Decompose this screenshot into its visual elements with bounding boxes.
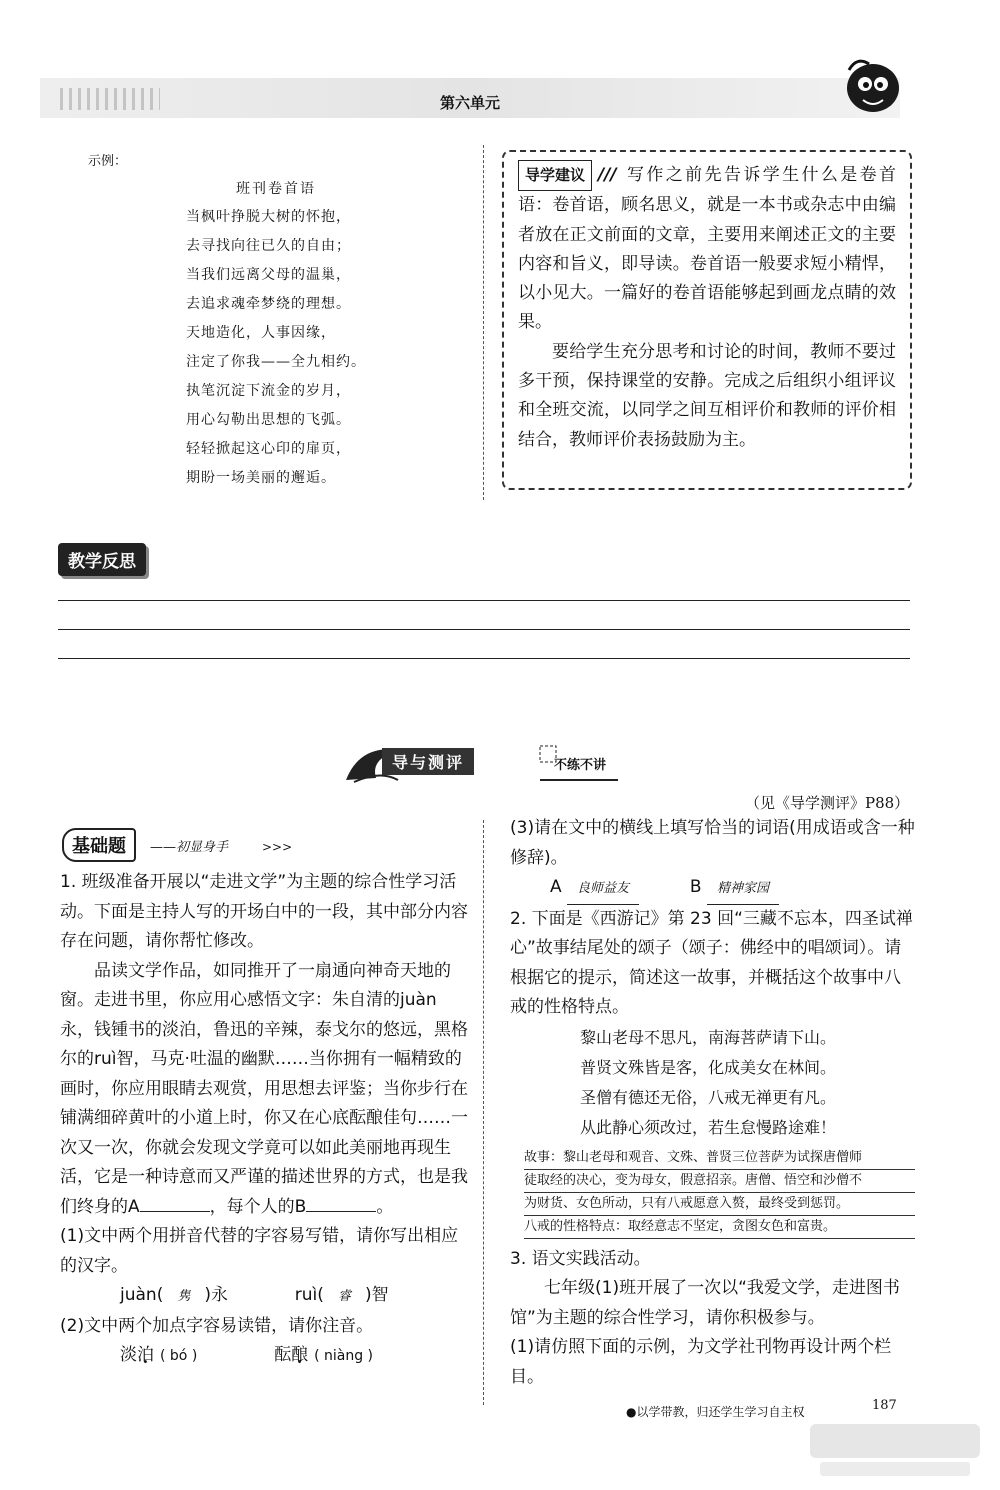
answer-line: 徒取经的决心，变为母女，假意招亲。唐僧、悟空和沙僧不 — [524, 1170, 915, 1193]
q1-answer2: 淡泊 ( bó ) 酝酿 ( niàng ) — [120, 1345, 374, 1365]
writing-line — [58, 658, 910, 659]
q3-intro: 3. 语文实践活动。 — [510, 1248, 651, 1269]
poem-line: 去寻找向往已久的自由； — [186, 238, 351, 254]
q3-sub1: (1)请仿照下面的示例，为文学社刊物再设计两个栏目。 — [510, 1337, 892, 1387]
writing-line — [58, 629, 910, 630]
advice-p1: 写作之前先告诉学生什么是卷首语：卷首语，顾名思义，就是一本书或杂志中由编者放在正文前面的文章，主要用来阐述正文的主要内容和旨义，即导读。卷首语一般要求短小精悍，以小见大。一篇好的卷首语能够起到画龙点睛的效果。 — [518, 165, 896, 333]
section-subtitle: ——初显身手 — [150, 840, 229, 855]
poem-line: 当枫叶挣脱大树的怀抱， — [186, 209, 351, 225]
advice-content — [518, 160, 896, 455]
poem-line: 当我们远离父母的温巢， — [186, 267, 351, 283]
q2-answer — [524, 1147, 915, 1239]
page-number: 187 — [872, 1398, 897, 1413]
answer-b: 精神家园 — [707, 874, 779, 905]
verse-line: 从此静心须改过，若生怠慢路途难！ — [580, 1117, 837, 1137]
answer-line: 故事：黎山老母和观音、文殊、普贤三位菩萨为试探唐僧师 — [524, 1147, 915, 1170]
writing-line — [58, 600, 910, 601]
advice-tag: 导学建议 — [518, 160, 592, 191]
poem-line: 用心勾勒出思想的飞弧。 — [186, 412, 351, 428]
poem-line: 执笔沉淀下流金的岁月， — [186, 383, 351, 399]
q1-sub3-answers: A 良师益友 B 精神家园 — [510, 873, 915, 905]
advice-p2: 要给学生充分思考和讨论的时间，教师不要过多干预，保持课堂的安静。完成之后组织小组评议和全班交流，以同学之间互相评价和教师的评价相结合，教师评价表扬鼓励为主。 — [518, 341, 896, 450]
arrow-icon: >>> — [262, 840, 293, 854]
advice-slashes: /// — [598, 165, 617, 185]
unit-title: 第六单元 — [440, 94, 501, 112]
poem-line: 轻轻掀起这心印的扉页， — [186, 441, 351, 457]
q1-intro: 1. 班级准备开展以“走进文学”为主题的综合性学习活动。下面是主持人写的开场白中的一段，其中部分内容存在问题，请你帮忙修改。 — [60, 872, 468, 951]
footer-motto: ●以学带教，归还学生学习自主权 — [626, 1405, 805, 1419]
answer-a: 良师益友 — [567, 874, 639, 905]
example-poem — [186, 203, 366, 493]
answer-line: 八戒的性格特点：取经意志不坚定，贪图女色和富贵。 — [524, 1216, 915, 1239]
right-column — [510, 814, 915, 1392]
q2-poem — [510, 1023, 915, 1143]
reflection-title: 教学反思 — [58, 543, 146, 576]
verse-line: 普贤文殊皆是客，化成美女在林间。 — [580, 1057, 837, 1077]
q1-sub3: (3)请在文中的横线上填写恰当的词语(用成语或含一种修辞)。 — [510, 818, 915, 868]
mascot-icon — [835, 50, 907, 122]
poem-line: 注定了你我——全九相约。 — [186, 354, 366, 370]
watermark-logo-icon — [800, 1420, 985, 1480]
poem-line: 天地造化，人事因缘， — [186, 325, 336, 341]
reference-note: （见《导学测评》P88） — [745, 794, 910, 812]
example-label: 示例： — [88, 154, 128, 169]
poem-line: 去追求魂牵梦绕的理想。 — [186, 296, 351, 312]
blank-b[interactable] — [306, 1211, 376, 1212]
banner-title: 导与测评 — [382, 748, 474, 775]
banner-subtitle: 不练不讲 — [554, 758, 607, 773]
column-divider — [483, 145, 484, 500]
answer-line: 为财货、女色所动，只有八戒愿意入赘，最终受到惩罚。 — [524, 1193, 915, 1216]
q1-passage: 品读文学作品，如同推开了一扇通向神奇天地的窗。走进书里，你应用心感悟文字：朱自清的juàn永，钱锺书的淡泊，鲁迅的辛辣，泰戈尔的悠远，黑格尔的ruì智，马克·吐温的幽默……当你拥有一幅精致的画时，你应用眼睛去观赏，用思想去评鉴；当你步行在铺满细碎黄叶的小道上时，你又在心底酝酿佳句……一次又一次，你就会发现文学竟可以如此美丽地再现生活，它是一种诗意而又严谨的描述世界的方式，也是我们终身的A ，每个人的B 。 — [60, 960, 468, 1217]
q2-intro: 2. 下面是《西游记》第 23 回“三藏不忘本，四圣试禅心”故事结尾处的颂子（颂子：佛经中的唱颂词）。请根据它的提示，简述这一故事，并概括这个故事中八戒的性格特点。 — [510, 908, 913, 1017]
q1-sub2: (2)文中两个加点字容易读错，请你注音。 — [60, 1315, 374, 1336]
question-1 — [60, 868, 470, 1372]
poem-line: 期盼一场美丽的邂逅。 — [186, 470, 336, 486]
verse-line: 圣僧有德还无俗，八戒无禅更有凡。 — [580, 1087, 837, 1107]
verse-line: 黎山老母不思凡，南海菩萨请下山。 — [580, 1027, 837, 1047]
q1-sub1: (1)文中两个用拼音代替的字容易写错，请你写出相应的汉字。 — [60, 1226, 459, 1276]
section-badge: 基础题 — [62, 828, 136, 862]
blank-a[interactable] — [140, 1211, 210, 1212]
poem-title: 班刊卷首语 — [236, 181, 316, 197]
q1-answer1: juàn( 隽 )永 ruì( 睿 )智 — [120, 1285, 389, 1305]
q3-p1: 七年级(1)班开展了一次以“我爱文学，走进图书馆”为主题的综合性学习，请你积极参与。 — [510, 1278, 900, 1328]
column-divider — [483, 820, 484, 1405]
